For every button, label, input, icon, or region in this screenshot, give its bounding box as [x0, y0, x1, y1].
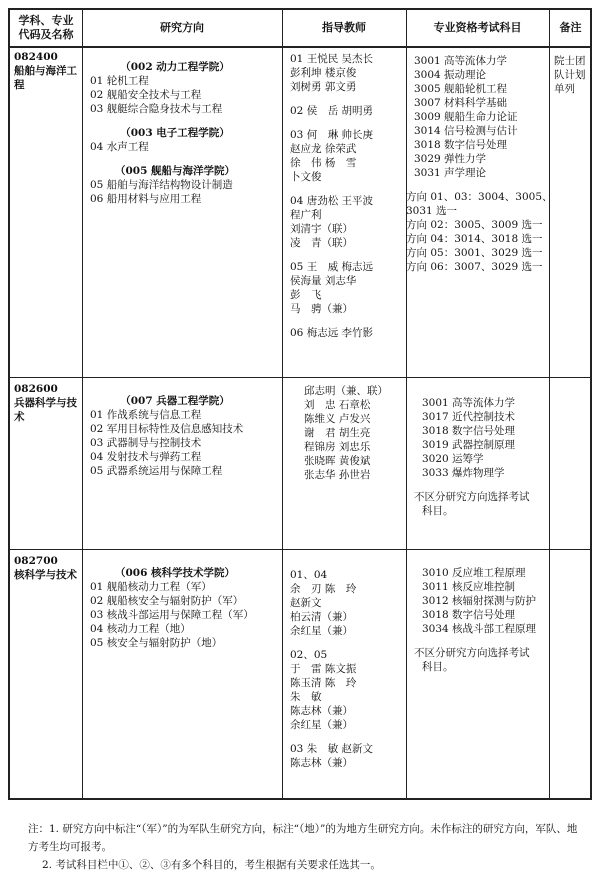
advisor-line: 彭利坤 楼京俊: [290, 67, 357, 79]
exam-item: 3034 核战斗部工程原理: [422, 623, 537, 635]
exam-rule: 方向 05：3001、3029 选一: [406, 247, 543, 259]
advisor-line: 余 刃 陈 玲: [290, 583, 357, 595]
advisor-line: 刘清宇（联）: [290, 223, 353, 235]
footnote-2: 2. 考试科目栏中①、②、③有多个科目的，考生根据有关要求任选其一。: [42, 859, 381, 871]
direction-item: 01 舰船核动力工程（军）: [90, 581, 212, 593]
exam-item: 3010 反应堆工程原理: [422, 567, 526, 579]
advisor-line: 谢 君 胡生亮: [304, 427, 371, 439]
advisor-line: 彭 飞: [290, 289, 322, 301]
direction-item: 06 船用材料与应用工程: [90, 193, 202, 205]
advisor-line: 刘 忠 石章松: [304, 399, 371, 411]
exam-item: 3001 高等流体力学: [422, 397, 516, 409]
direction-item: 05 武器系统运用与保障工程: [90, 465, 223, 477]
advisor-line: 徐 伟 杨 雪: [290, 157, 357, 169]
header-direction: 研究方向: [160, 21, 204, 34]
column-divider: [82, 10, 83, 798]
school-title: （003 电子工程学院）: [120, 127, 230, 139]
exam-item: 3018 数字信号处理: [422, 425, 516, 437]
header-discipline: 学科、专业代码及名称: [18, 14, 74, 41]
advisor-list: [290, 568, 373, 770]
exam-item: 3019 武器控制原理: [422, 439, 516, 451]
advisor-line: 朱 敏: [290, 691, 322, 703]
advisor-line: 陈志林（兼）: [290, 705, 353, 717]
advisor-line: 05 王 威 梅志远: [290, 261, 374, 273]
discipline-code: 082600: [14, 383, 58, 395]
exam-item: 3004 振动理论: [414, 69, 487, 81]
advisor-line: 陈玉清 陈 玲: [290, 677, 357, 689]
advisor-line: 余红星（兼）: [290, 625, 353, 637]
exam-rule: 方向 06：3007、3029 选一: [406, 261, 543, 273]
exam-note: 科目。: [422, 661, 454, 673]
direction-item: 03 核战斗部运用与保障工程（军）: [90, 609, 254, 621]
advisor-line: 陈志林（兼）: [290, 757, 353, 769]
remark-line: 队计划: [554, 69, 586, 81]
remark-line: 单列: [554, 83, 575, 95]
exam-item: 3011 核反应堆控制: [422, 581, 516, 593]
discipline-name: 兵器科学与技术: [14, 397, 77, 423]
advisor-line: 04 唐劲松 王平波: [290, 195, 374, 207]
direction-item: 02 军用目标特性及信息感知技术: [90, 423, 244, 435]
advisor-line: 凌 青（联）: [290, 237, 353, 249]
discipline-code: 082400: [14, 51, 58, 63]
direction-item: 05 船舶与海洋结构物设计制造: [90, 179, 233, 191]
advisor-line: 陈维义 卢发兴: [304, 413, 371, 425]
direction-item: 02 舰船核安全与辐射防护（军）: [90, 595, 244, 607]
discipline-cell: [14, 50, 78, 92]
header-advisors: 指导教师: [322, 21, 366, 34]
header-remarks: 备注: [559, 21, 582, 34]
advisor-line: 06 梅志远 李竹影: [290, 327, 374, 339]
exam-note: 不区分研究方向选择考试: [414, 491, 530, 503]
header-divider: [10, 46, 590, 48]
exam-item: 3017 近代控制技术: [422, 411, 516, 423]
advisor-line: 02 侯 岳 胡明勇: [290, 105, 374, 117]
advisor-line: 程广利: [290, 209, 322, 221]
exam-list: [406, 54, 553, 274]
direction-item: 03 武器制导与控制技术: [90, 437, 202, 449]
exam-list: [414, 566, 537, 674]
direction-item: 03 舰艇综合隐身技术与工程: [90, 103, 223, 115]
direction-item: 02 舰船安全技术与工程: [90, 89, 202, 101]
advisor-line: 张志华 孙世岩: [304, 469, 371, 481]
discipline-cell: [14, 554, 78, 582]
direction-list: [90, 60, 260, 206]
exam-item: 3020 运筹学: [422, 453, 484, 465]
advisor-line: 01、04: [290, 569, 328, 581]
exam-item: 3005 舰船轮机工程: [414, 83, 508, 95]
program-table: [8, 8, 592, 800]
exam-item: 3031 声学理论: [414, 167, 487, 179]
remark-line: 院士团: [554, 55, 586, 67]
direction-item: 01 作战系统与信息工程: [90, 409, 202, 421]
header-exams: 专业资格考试科目: [433, 21, 522, 34]
exam-item: 3018 数字信号处理: [422, 609, 516, 621]
exam-rule: 方向 04：3014、3018 选一: [406, 233, 543, 245]
advisor-line: 01 王悦民 吴杰长: [290, 53, 374, 65]
advisor-list: [290, 52, 373, 340]
exam-list: [414, 396, 530, 518]
exam-item: 3014 信号检测与估计: [414, 125, 518, 137]
advisor-line: 侯海量 刘志华: [290, 275, 357, 287]
advisor-line: 03 朱 敏 赵新文: [290, 743, 374, 755]
advisor-list: [304, 384, 388, 482]
column-divider: [406, 10, 407, 798]
exam-rule: 3031 选一: [406, 205, 458, 217]
direction-list: [90, 566, 260, 650]
discipline-name: 船舶与海洋工程: [14, 65, 77, 91]
direction-item: 04 发射技术与弹药工程: [90, 451, 202, 463]
school-title: （007 兵器工程学院）: [120, 395, 230, 407]
advisor-line: 程锦房 刘忠乐: [304, 441, 371, 453]
advisor-line: 马 骋（兼）: [290, 303, 353, 315]
advisor-line: 卜文俊: [290, 171, 322, 183]
discipline-cell: [14, 382, 78, 424]
exam-item: 3001 高等流体力学: [414, 55, 508, 67]
exam-rule: 方向 01、03：3004、3005、: [406, 191, 553, 203]
exam-item: 3029 弹性力学: [414, 153, 487, 165]
school-title: （005 舰船与海洋学院）: [114, 165, 236, 177]
advisor-line: 邱志明（兼、联）: [304, 385, 388, 397]
exam-note: 不区分研究方向选择考试: [414, 647, 530, 659]
exam-item: 3018 数字信号处理: [414, 139, 508, 151]
direction-item: 04 水声工程: [90, 141, 149, 153]
advisor-line: 刘树勇 郭文勇: [290, 81, 357, 93]
advisor-line: 赵新文: [290, 597, 322, 609]
footnotes: [28, 820, 583, 874]
school-title: （006 核科学技术学院）: [114, 567, 236, 579]
direction-item: 05 核安全与辐射防护（地）: [90, 637, 223, 649]
advisor-line: 赵应龙 徐荣武: [290, 143, 357, 155]
advisor-line: 02、05: [290, 649, 328, 661]
footnote-1: 注：1. 研究方向中标注“（军）”的为军队生研究方向，标注“（地）”的为地方生研究方向。未作标注的研究方向，军队、地方考生均可报考。: [28, 823, 578, 853]
exam-item: 3033 爆炸物理学: [422, 467, 505, 479]
row-divider: [10, 377, 590, 378]
exam-rule: 方向 02：3005、3009 选一: [406, 219, 543, 231]
exam-item: 3009 舰船生命力论证: [414, 111, 518, 123]
column-divider: [282, 10, 283, 798]
direction-list: [90, 394, 260, 478]
discipline-code: 082700: [14, 555, 58, 567]
exam-item: 3007 材料科学基础: [414, 97, 508, 109]
exam-note: 科目。: [422, 505, 454, 517]
advisor-line: 张晓晖 黄俊斌: [304, 455, 371, 467]
remarks-cell: [554, 54, 590, 96]
school-title: （002 动力工程学院）: [120, 61, 230, 73]
advisor-line: 余红星（兼）: [290, 719, 353, 731]
discipline-name: 核科学与技术: [14, 569, 77, 581]
exam-item: 3012 核辐射探测与防护: [422, 595, 537, 607]
direction-item: 04 核动力工程（地）: [90, 623, 191, 635]
direction-item: 01 轮机工程: [90, 75, 149, 87]
advisor-line: 03 何 琳 帅长庚: [290, 129, 374, 141]
row-divider: [10, 549, 590, 550]
advisor-line: 于 雷 陈文振: [290, 663, 357, 675]
advisor-line: 柏云清（兼）: [290, 611, 353, 623]
